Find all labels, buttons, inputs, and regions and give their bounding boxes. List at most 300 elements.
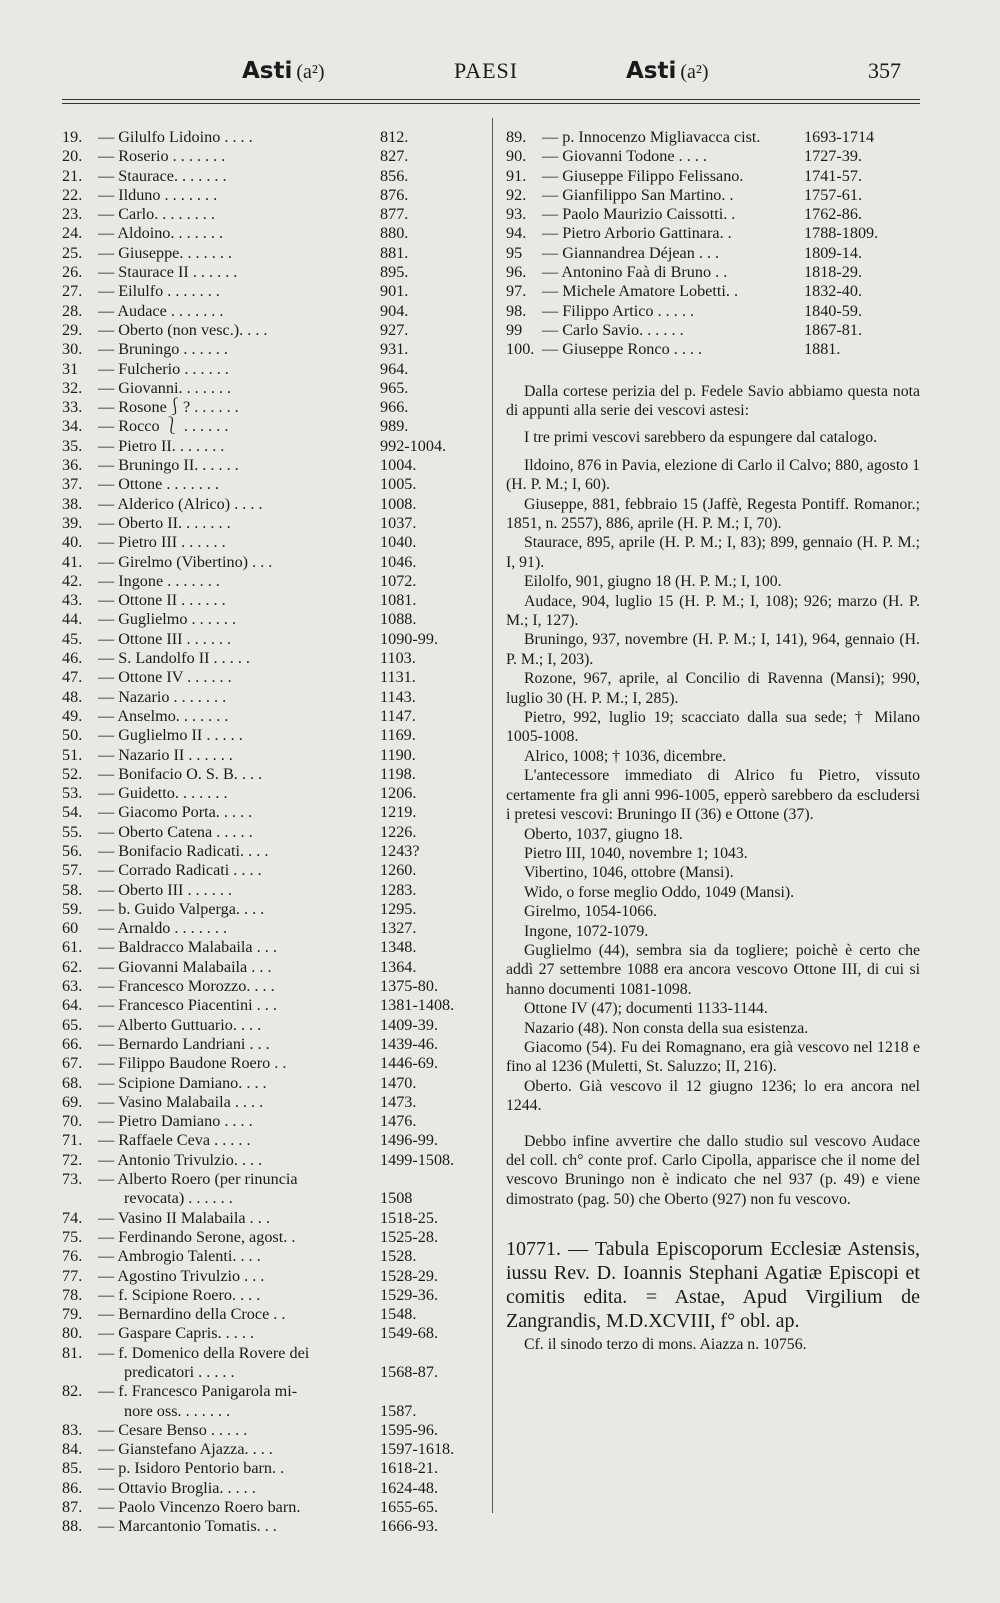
bishop-name: — Ottone III . . . . . .	[98, 629, 232, 648]
item-number: 45.	[62, 629, 83, 648]
bishop-name: — Nazario II . . . . . .	[98, 745, 233, 764]
item-number: 99	[506, 320, 523, 339]
bishop-dates: 1741-57.	[804, 166, 862, 185]
note-paragraph: Girelmo, 1054-1066.	[524, 903, 657, 921]
list-item	[62, 1440, 482, 1459]
item-number: 55.	[62, 822, 83, 841]
item-number: 47.	[62, 668, 83, 687]
list-item	[62, 1324, 482, 1343]
item-number: 63.	[62, 977, 83, 996]
bishop-name: — Marcantonio Tomatis. . .	[98, 1517, 277, 1536]
bishop-dates: 1788-1809.	[804, 224, 879, 243]
bishop-name: — Corrado Radicati . . . .	[98, 861, 262, 880]
bishop-dates: 1840-59.	[804, 301, 862, 320]
note-paragraph: Staurace, 895, aprile (H. P. M.; I, 83); 899, gennaio (H. P. M.; I, 91).	[506, 534, 920, 571]
bishop-name: — p. Isidoro Pentorio barn. .	[98, 1459, 285, 1478]
bishop-dates: 1757-61.	[804, 185, 862, 204]
list-item	[506, 302, 920, 321]
bishop-dates: 827.	[380, 147, 409, 166]
bishop-name-continued: revocata) . . . . . .	[124, 1189, 233, 1208]
entry-text: 10771. — Tabula Episcoporum Ecclesiæ Astensis, iussu Rev. D. Ioannis Stephani Agatiæ Episcopi et comitis edita. = Astae, Apud Virgilium de Zangrandis, M.D.XCVIII, f° obl. ap.	[506, 1238, 920, 1333]
list-item	[62, 842, 482, 861]
item-number: 30.	[62, 340, 83, 359]
list-item	[506, 167, 920, 186]
item-number: 52.	[62, 764, 83, 783]
bishop-name: — Alderico (Alrico) . . . .	[98, 494, 263, 513]
bishop-dates: 1005.	[380, 475, 417, 494]
bishops-list-right	[506, 128, 920, 360]
bishop-name: — Guidetto. . . . . . .	[98, 784, 228, 803]
bishop-dates: 1727-39.	[804, 147, 862, 166]
list-item	[62, 514, 482, 533]
list-item	[62, 765, 482, 784]
bishop-name: — p. Innocenzo Migliavacca cist.	[542, 128, 761, 146]
bishop-dates: 964.	[380, 359, 409, 378]
list-item	[62, 1305, 482, 1324]
list-item	[62, 591, 482, 610]
list-item	[62, 340, 482, 359]
note-paragraph: Ottone IV (47); documenti 1133-1144.	[524, 1000, 768, 1018]
bishop-dates: 1283.	[380, 880, 417, 899]
bishop-dates: 1597-1618.	[380, 1440, 455, 1459]
page-number: 357	[868, 58, 901, 83]
item-number: 43.	[62, 591, 83, 610]
item-number: 20.	[62, 147, 83, 166]
notes-section	[506, 382, 920, 1210]
bishop-name: — Gianfilippo San Martino. .	[542, 185, 734, 204]
item-number: 60	[62, 919, 79, 938]
bishop-dates: 1190.	[380, 745, 416, 764]
list-item	[62, 803, 482, 822]
item-number: 82.	[62, 1382, 83, 1401]
item-number: 32.	[62, 378, 83, 397]
item-number: 21.	[62, 166, 83, 185]
bishop-name: — Francesco Morozzo. . . .	[98, 977, 275, 996]
bishop-dates: 1587.	[380, 1401, 417, 1420]
bishop-dates: 1548.	[380, 1305, 417, 1324]
bishop-dates: 989.	[380, 417, 409, 436]
item-number: 94.	[506, 224, 527, 243]
note-paragraph: Rozone, 967, aprile, al Concilio di Ravenna (Mansi); 990, luglio 30 (H. P. M.; I, 285).	[506, 670, 920, 707]
item-number: 35.	[62, 436, 83, 455]
bishop-name: — Bruningo . . . . . .	[98, 340, 228, 359]
list-item	[62, 398, 482, 417]
header-right	[626, 58, 709, 84]
item-number: 31	[62, 359, 79, 378]
list-item	[62, 649, 482, 668]
list-item	[62, 417, 482, 436]
bishop-name: — Anselmo. . . . . . .	[98, 706, 229, 725]
bishop-dates: 1528.	[380, 1247, 417, 1266]
bishop-dates: 966.	[380, 398, 409, 417]
item-number: 88.	[62, 1517, 83, 1536]
bishop-dates: 1243?	[380, 841, 420, 860]
bishop-name: — Alberto Roero (per rinuncia	[98, 1170, 298, 1189]
list-item	[62, 746, 482, 765]
bishop-name: — Giovanni. . . . . . .	[98, 378, 232, 397]
item-number: 40.	[62, 533, 83, 552]
bishop-name: — Ilduno . . . . . . .	[98, 185, 218, 204]
list-item	[62, 1267, 482, 1286]
list-item	[62, 302, 482, 321]
item-number: 93.	[506, 205, 527, 224]
item-number: 67.	[62, 1054, 83, 1073]
bishop-name: — Ferdinando Serone, agost. .	[98, 1227, 296, 1246]
bishop-name: — Oberto Catena . . . . .	[98, 822, 253, 841]
list-item	[62, 282, 482, 301]
list-item	[62, 861, 482, 880]
list-item	[62, 475, 482, 494]
item-number: 85.	[62, 1459, 83, 1478]
bishop-dates: 1528-29.	[380, 1266, 438, 1285]
note-paragraph: Pietro III, 1040, novembre 1; 1043.	[524, 844, 748, 862]
bishop-name: — Giovanni Malabaila . . .	[98, 957, 272, 976]
bishop-name-continued: nore oss. . . . . . .	[124, 1401, 231, 1420]
list-item	[506, 205, 920, 224]
bishop-name: — Nazario . . . . . . .	[98, 687, 227, 706]
item-number: 66.	[62, 1034, 83, 1053]
bishop-name: — Girelmo (Vibertino) . . .	[98, 552, 273, 571]
list-item	[62, 1459, 482, 1478]
bishop-dates: 1206.	[380, 784, 417, 803]
bishop-dates: 1595-96.	[380, 1420, 438, 1439]
bishop-dates: 1040.	[380, 533, 417, 552]
bishop-dates: 1090-99.	[380, 629, 438, 648]
bishop-name: — Giannandrea Déjean . . .	[542, 243, 720, 262]
right-column	[506, 128, 920, 1357]
bishop-name: — Gaspare Capris. . . . .	[98, 1324, 254, 1343]
list-item	[506, 340, 920, 359]
bishop-name: — Filippo Baudone Roero . .	[98, 1054, 287, 1073]
list-item	[506, 224, 920, 243]
item-number: 51.	[62, 745, 83, 764]
list-item	[62, 977, 482, 996]
bishop-name: — Paolo Vincenzo Roero barn.	[98, 1498, 301, 1517]
bishop-dates: 901.	[380, 282, 409, 301]
list-item	[62, 1170, 482, 1209]
item-number: 49.	[62, 706, 83, 725]
list-item	[62, 1382, 482, 1421]
bishop-name: — Ambrogio Talenti. . . .	[98, 1247, 261, 1266]
bishop-name: — Guglielmo . . . . . .	[98, 610, 237, 629]
bishop-name: — Bernardo Landriani . . .	[98, 1034, 270, 1053]
bishop-name: — Guglielmo II . . . . .	[98, 726, 243, 745]
item-number: 53.	[62, 784, 83, 803]
list-item	[62, 167, 482, 186]
list-item	[62, 186, 482, 205]
note-paragraph: Eilolfo, 901, giugno 18 (H. P. M.; I, 100.	[524, 573, 782, 591]
list-item	[62, 1131, 482, 1150]
bishop-name: — Raffaele Ceva . . . . .	[98, 1131, 251, 1150]
bishop-dates: 1881.	[804, 340, 841, 359]
bishop-name: — Gianstefano Ajazza. . . .	[98, 1440, 273, 1459]
bishop-dates: 1529-36.	[380, 1285, 438, 1304]
bishop-name-continued: predicatori . . . . .	[124, 1363, 235, 1381]
bishop-dates: 1004.	[380, 456, 417, 475]
bishop-dates: 1666-93.	[380, 1517, 438, 1536]
note-paragraph: Oberto. Già vescovo il 12 giugno 1236; lo era ancora nel 1244.	[506, 1077, 920, 1115]
bishop-dates: 1081.	[380, 591, 417, 610]
bishop-dates: 1072.	[380, 571, 417, 590]
bishop-name: — Francesco Piacentini . . .	[98, 996, 277, 1015]
bishop-dates: 927.	[380, 320, 409, 339]
bishop-name: — Rosone⎰? . . . . . .	[98, 398, 239, 417]
list-item	[62, 610, 482, 629]
bishop-dates: 876.	[380, 185, 409, 204]
item-number: 80.	[62, 1324, 83, 1343]
item-number: 91.	[506, 166, 527, 185]
bishop-name: — f. Scipione Roero. . . .	[98, 1285, 261, 1304]
item-number: 36.	[62, 456, 83, 475]
bishop-name: — Oberto (non vesc.). . . .	[98, 320, 268, 339]
list-item	[62, 1151, 482, 1170]
bishop-dates: 1508	[380, 1189, 413, 1208]
item-number: 97.	[506, 282, 527, 301]
bishop-dates: 1655-65.	[380, 1498, 438, 1517]
list-item	[62, 1093, 482, 1112]
bishop-name: — Oberto II. . . . . . .	[98, 513, 231, 532]
bishop-name: — Fulcherio . . . . . .	[98, 359, 229, 378]
bishop-name: — Cesare Benso . . . . .	[98, 1420, 248, 1439]
item-number: 75.	[62, 1227, 83, 1246]
item-number: 92.	[506, 185, 527, 204]
bishop-dates: 1762-86.	[804, 205, 862, 224]
note-paragraph: Ildoino, 876 in Pavia, elezione di Carlo il Calvo; 880, agosto 1 (H. P. M.; I, 60).	[506, 456, 920, 494]
item-number: 68.	[62, 1073, 83, 1092]
item-number: 23.	[62, 205, 83, 224]
bishop-name: — Staurace II . . . . . .	[98, 263, 238, 282]
list-item	[506, 263, 920, 282]
bishop-name: — Michele Amatore Lobetti. .	[542, 282, 738, 301]
bibliography-entry	[506, 1237, 920, 1357]
bishop-name: — Eilulfo . . . . . . .	[98, 282, 220, 301]
item-number: 38.	[62, 494, 83, 513]
list-item	[62, 1228, 482, 1247]
bishop-name: — Oberto III . . . . . .	[98, 880, 232, 899]
column-divider	[492, 118, 493, 1513]
list-item	[62, 784, 482, 803]
item-number: 19.	[62, 128, 83, 146]
list-item	[62, 533, 482, 552]
note-paragraph: Dalla cortese perizia del p. Fedele Savio abbiamo questa nota di appunti alla serie dei vescovi astesi:	[506, 382, 920, 419]
bishop-name: — Giacomo Porta. . . . .	[98, 803, 253, 822]
item-number: 77.	[62, 1266, 83, 1285]
bishop-dates: 1103.	[380, 649, 416, 668]
bishop-dates: 877.	[380, 205, 409, 224]
item-number: 61.	[62, 938, 83, 957]
bishop-name: — Ottone . . . . . . .	[98, 475, 219, 494]
bishop-dates: 881.	[380, 243, 409, 262]
bishop-name: — Pietro II. . . . . . .	[98, 436, 225, 455]
item-number: 34.	[62, 417, 83, 436]
bishop-name: — Pietro Arborio Gattinara. .	[542, 224, 732, 243]
bishop-dates: 1568-87.	[380, 1363, 438, 1381]
list-item	[506, 244, 920, 263]
item-number: 48.	[62, 687, 83, 706]
item-number: 87.	[62, 1498, 83, 1517]
item-number: 76.	[62, 1247, 83, 1266]
bishop-name: — Ottone II . . . . . .	[98, 591, 226, 610]
bishop-dates: 1409-39.	[380, 1015, 438, 1034]
list-item	[62, 707, 482, 726]
bishop-dates: 1867-81.	[804, 320, 862, 339]
item-number: 42.	[62, 571, 83, 590]
item-number: 65.	[62, 1015, 83, 1034]
entry-cross-reference: Cf. il sinodo terzo di mons. Aiazza n. 10756.	[524, 1336, 807, 1354]
list-item	[62, 1209, 482, 1228]
bishop-dates: 880.	[380, 224, 409, 243]
bishop-name: — Audace . . . . . . .	[98, 301, 224, 320]
bishop-dates: 1496-99.	[380, 1131, 438, 1150]
list-item	[62, 1286, 482, 1305]
item-number: 59.	[62, 899, 83, 918]
bishop-name: — Alberto Guttuario. . . .	[98, 1015, 262, 1034]
bishop-name: — Rocco ⎱ . . . . . .	[98, 417, 229, 436]
bishop-dates: 1381-1408.	[380, 996, 455, 1015]
item-number: 25.	[62, 243, 83, 262]
list-item	[62, 688, 482, 707]
list-item	[62, 321, 482, 340]
bishop-name: — Vasino Malabaila . . . .	[98, 1092, 264, 1111]
bishop-name: — S. Landolfo II . . . . .	[98, 649, 250, 668]
bishop-dates: 1476.	[380, 1112, 417, 1131]
item-number: 78.	[62, 1285, 83, 1304]
item-number: 57.	[62, 861, 83, 880]
item-number: 22.	[62, 185, 83, 204]
bishop-dates: 1008.	[380, 494, 417, 513]
list-item	[506, 321, 920, 340]
bishop-dates: 1499-1508.	[380, 1150, 455, 1169]
bishop-dates: 1143.	[380, 687, 416, 706]
bishop-dates: 1364.	[380, 957, 417, 976]
bishop-name: — Arnaldo . . . . . . .	[98, 919, 228, 938]
list-item	[506, 147, 920, 166]
bishop-dates: 1809-14.	[804, 243, 862, 262]
note-paragraph: Guglielmo (44), sembra sia da togliere; poichè è certo che addì 27 settembre 1088 era ancora vescovo Ottone III, di cui si hanno documenti 1081-1098.	[506, 941, 920, 998]
item-number: 89.	[506, 128, 527, 146]
item-number: 90.	[506, 147, 527, 166]
item-number: 46.	[62, 649, 83, 668]
list-item	[62, 1498, 482, 1517]
item-number: 73.	[62, 1170, 83, 1189]
item-number: 83.	[62, 1420, 83, 1439]
bishop-dates: 1169.	[380, 726, 416, 745]
bishop-dates: 1295.	[380, 899, 417, 918]
list-item	[62, 1247, 482, 1266]
item-number: 58.	[62, 880, 83, 899]
bishop-name: — Ingone . . . . . . .	[98, 571, 220, 590]
header-right-sup: (a²)	[680, 61, 709, 83]
item-number: 37.	[62, 475, 83, 494]
bishop-name: — Giovanni Todone . . . .	[542, 147, 707, 166]
bishop-name: — Baldracco Malabaila . . .	[98, 938, 277, 957]
list-item	[62, 379, 482, 398]
bishop-name: — Bonifacio O. S. B. . . .	[98, 764, 263, 783]
item-number: 56.	[62, 841, 83, 860]
item-number: 86.	[62, 1478, 83, 1497]
list-item	[506, 128, 920, 147]
item-number: 81.	[62, 1343, 83, 1362]
bishops-list-left	[62, 128, 482, 1537]
list-item	[62, 1016, 482, 1035]
note-paragraph: Audace, 904, luglio 15 (H. P. M.; I, 108); 926; marzo (H. P. M.; I, 127).	[506, 592, 920, 630]
item-number: 74.	[62, 1208, 83, 1227]
item-number: 64.	[62, 996, 83, 1015]
list-item	[62, 1054, 482, 1073]
note-paragraph: Vibertino, 1046, ottobre (Mansi).	[524, 864, 734, 882]
note-paragraph: L'antecessore immediato di Alrico fu Pietro, vissuto certamente fra gli anni 996-1005, epperò sarebbero da escludersi i pretesi vescovi: Bruningo II (36) e Ottone (37).	[506, 767, 920, 824]
note-paragraph: Pietro, 992, luglio 19; scacciato dalla sua sede; † Milano 1005-1008.	[506, 709, 920, 746]
item-number: 70.	[62, 1112, 83, 1131]
item-number: 33.	[62, 398, 83, 417]
bishop-dates: 1525-28.	[380, 1227, 438, 1246]
bishop-name: — Agostino Trivulzio . . .	[98, 1266, 265, 1285]
list-item	[62, 1344, 482, 1383]
list-item	[62, 919, 482, 938]
bishop-name: — Filippo Artico . . . . .	[542, 301, 694, 320]
note-paragraph: Wido, o forse meglio Oddo, 1049 (Mansi).	[524, 883, 795, 901]
bishop-dates: 1446-69.	[380, 1054, 438, 1073]
page-header	[62, 58, 920, 98]
bishop-name: — Scipione Damiano. . . .	[98, 1073, 267, 1092]
bishop-dates: 1518-25.	[380, 1208, 438, 1227]
bishop-dates: 992-1004.	[380, 436, 447, 455]
item-number: 96.	[506, 263, 527, 282]
header-left-sup: (a²)	[296, 61, 325, 83]
note-paragraph: Bruningo, 937, novembre (H. P. M.; I, 141), 964, gennaio (H. P. M.; I, 203).	[506, 631, 920, 668]
bishop-dates: 856.	[380, 166, 409, 185]
bishop-name: — Carlo. . . . . . . .	[98, 205, 215, 224]
list-item	[62, 726, 482, 745]
list-item	[62, 1517, 482, 1536]
bishop-dates: 1549-68.	[380, 1324, 438, 1343]
item-number: 41.	[62, 552, 83, 571]
header-left	[242, 58, 325, 84]
list-item	[62, 553, 482, 572]
item-number: 98.	[506, 301, 527, 320]
note-paragraph: Alrico, 1008; † 1036, dicembre.	[524, 747, 727, 765]
header-left-title: Asti	[242, 58, 293, 84]
item-number: 84.	[62, 1440, 83, 1459]
list-item	[62, 1035, 482, 1054]
item-number: 39.	[62, 513, 83, 532]
bishop-dates: 1375-80.	[380, 977, 438, 996]
item-number: 72.	[62, 1150, 83, 1169]
bishop-dates: 1088.	[380, 610, 417, 629]
item-number: 44.	[62, 610, 83, 629]
list-item	[62, 224, 482, 243]
list-item	[62, 668, 482, 687]
bishop-dates: 812.	[380, 128, 409, 146]
list-item	[62, 958, 482, 977]
list-item	[62, 823, 482, 842]
bishop-name: — Gilulfo Lidoino . . . .	[98, 128, 253, 146]
bishop-dates: 1131.	[380, 668, 416, 687]
bishop-dates: 1260.	[380, 861, 417, 880]
item-number: 100.	[506, 340, 535, 359]
bishop-name: — Ottavio Broglia. . . . .	[98, 1478, 256, 1497]
bishop-name: — Antonio Trivulzio. . . .	[98, 1150, 263, 1169]
list-item	[62, 263, 482, 282]
bishop-name: — Pietro III . . . . . .	[98, 533, 226, 552]
item-number: 71.	[62, 1131, 83, 1150]
note-paragraph: Giacomo (54). Fu dei Romagnano, era già vescovo nel 1218 e fino al 1236 (Muletti, St. Saluzzo; II, 216).	[506, 1038, 920, 1076]
list-item	[62, 900, 482, 919]
bishop-name: — Staurace. . . . . . .	[98, 166, 227, 185]
bishop-dates: 1198.	[380, 764, 416, 783]
note-paragraph: Debbo infine avvertire che dallo studio sul vescovo Audace del coll. ch° conte prof. Carlo Cipolla, apparisce che il nome del vescovo Bruningo non è indicato che nel 937 (p. 49) e viene dimostrato (pag. 50) che Oberto (927) non fu vescovo.	[506, 1132, 920, 1208]
item-number: 50.	[62, 726, 83, 745]
